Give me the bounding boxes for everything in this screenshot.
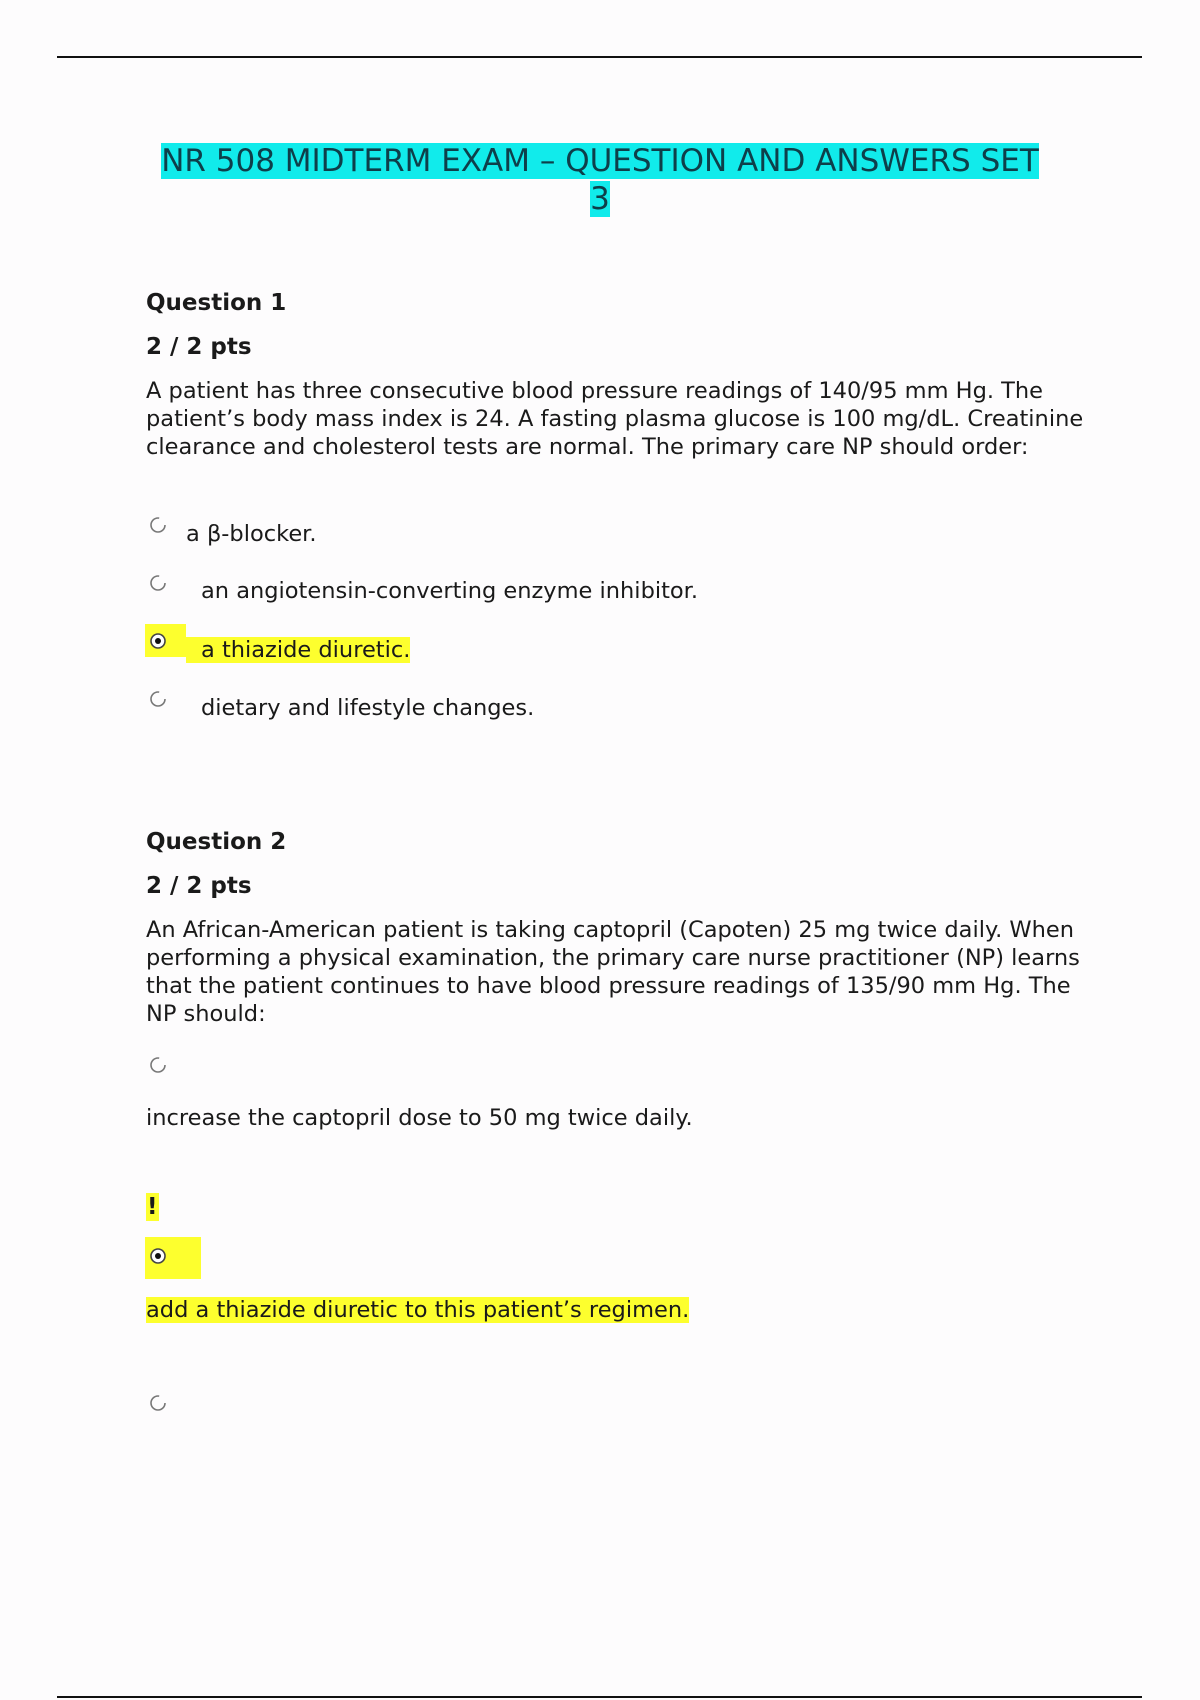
top-rule: [57, 56, 1142, 58]
radio-empty-icon: [149, 1056, 167, 1074]
radio-empty-icon: [149, 690, 167, 708]
title-line-1: NR 508 MIDTERM EXAM – QUESTION AND ANSWERS SET: [161, 143, 1039, 179]
radio-empty-icon: [149, 1394, 167, 1412]
question-2-heading: Question 2: [146, 829, 287, 855]
question-2-prompt: An African-American patient is taking captopril (Capoten) 25 mg twice daily. When performing a physical examination, the primary care nurse practitioner (NP) learns that the patient continues to have blood pressure readings of 135/90 mm Hg. The NP should:: [146, 917, 1080, 1027]
q1-option-c-label: [186, 636, 410, 664]
radio-empty-icon: [149, 516, 167, 534]
title-line-2: 3: [590, 181, 610, 217]
q2-option-b-label: [146, 1296, 689, 1324]
q1-option-d-radio[interactable]: [149, 690, 167, 708]
q2-option-a-radio[interactable]: [149, 1056, 167, 1074]
bottom-rule: [57, 1696, 1142, 1698]
q2-option-c-radio[interactable]: [149, 1394, 167, 1412]
radio-selected-icon: [149, 1247, 167, 1265]
radio-empty-icon: [149, 574, 167, 592]
radio-selected-icon: [149, 632, 167, 650]
q2-option-b-text: add a thiazide diuretic to this patient’s regimen.: [146, 1297, 690, 1323]
q1-option-d-label: dietary and lifestyle changes.: [201, 695, 535, 721]
question-1-prompt: A patient has three consecutive blood pressure readings of 140/95 mm Hg. The patient’s body mass index is 24. A fasting plasma glucose is 100 mg/dL. Creatinine clearance and cholesterol tests are normal. The primary care NP should order:: [146, 378, 1084, 460]
q2-option-a-label: increase the captopril dose to 50 mg twice daily.: [146, 1105, 693, 1131]
q1-option-c-radio[interactable]: [149, 632, 167, 650]
q2-option-b-radio[interactable]: [149, 1247, 167, 1265]
question-1-points: 2 / 2 pts: [146, 334, 252, 360]
question-2-points: 2 / 2 pts: [146, 873, 252, 899]
question-1-heading: Question 1: [146, 290, 287, 316]
q1-option-c-text: a thiazide diuretic.: [186, 637, 410, 663]
correct-answer-marker: !: [147, 1194, 158, 1220]
q1-option-b-radio[interactable]: [149, 574, 167, 592]
q1-option-a-radio[interactable]: [149, 516, 167, 534]
q1-option-b-label: an angiotensin-converting enzyme inhibitor.: [201, 578, 699, 604]
q1-option-a-label: a β-blocker.: [186, 521, 317, 547]
page-title: [140, 142, 1060, 218]
